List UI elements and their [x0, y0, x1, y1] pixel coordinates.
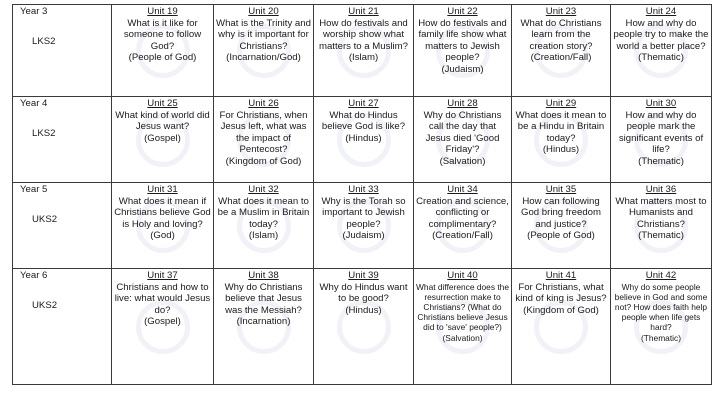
- unit-cell: [314, 269, 414, 385]
- unit-theme: (Hindus): [542, 144, 580, 156]
- unit-question: How do festivals and worship show what matters to a Muslim?: [318, 17, 409, 52]
- unit-question: Why do Christians believe that Jesus was the Messiah?: [224, 281, 303, 316]
- unit-cell: [611, 5, 712, 97]
- table-row: [13, 183, 712, 269]
- unit-title: Unit 28: [447, 98, 478, 109]
- table-row: [13, 269, 712, 385]
- unit-question: Why is the Torah so important to Jewish people?: [321, 195, 406, 230]
- unit-title: Unit 21: [348, 6, 379, 17]
- unit-title: Unit 19: [147, 6, 178, 17]
- unit-cell: [512, 5, 611, 97]
- unit-theme: (Judaism): [441, 63, 484, 75]
- unit-cell: [214, 97, 314, 183]
- unit-question: For Christians, when Jesus left, what was the impact of Pentecost?: [219, 109, 308, 156]
- unit-question: What is it like for someone to follow God?: [123, 17, 202, 52]
- year-cell: [13, 97, 112, 183]
- unit-question: Why do some people believe in God and some not? How does faith help people when life gets hard?: [614, 281, 708, 333]
- unit-theme: (Hindus): [345, 304, 382, 316]
- unit-cell: [512, 183, 611, 269]
- unit-question: Creation and science, conflicting or complimentary?: [416, 195, 509, 230]
- unit-cell: [414, 269, 512, 385]
- unit-title: Unit 30: [645, 98, 677, 109]
- unit-question: Why do Hindus want to be good?: [319, 281, 408, 305]
- year-label: Year 4: [20, 98, 48, 109]
- unit-cell: [112, 269, 214, 385]
- unit-cell: [314, 5, 414, 97]
- unit-theme: (Thematic): [638, 230, 684, 242]
- unit-theme: (Salvation): [442, 332, 483, 343]
- unit-cell: [314, 97, 414, 183]
- unit-cell: [512, 97, 611, 183]
- unit-theme: (Hindus): [345, 132, 382, 144]
- unit-cell: [214, 5, 314, 97]
- unit-cell: [112, 97, 214, 183]
- unit-theme: (God): [150, 230, 175, 242]
- unit-title: Unit 40: [447, 270, 478, 281]
- table-row: [13, 5, 712, 97]
- unit-cell: [112, 183, 214, 269]
- year-label: Year 3: [20, 6, 48, 17]
- unit-cell: [611, 97, 712, 183]
- unit-question: Christians and how to live: what would Jesus do?: [114, 281, 211, 316]
- unit-title: Unit 36: [645, 184, 677, 195]
- unit-cell: [611, 183, 712, 269]
- unit-question: What difference does the resurrection make to Christians? (What do Christians believe Jesus did to 'save' people?): [416, 281, 509, 333]
- unit-title: Unit 24: [645, 6, 677, 17]
- unit-title: Unit 29: [545, 98, 577, 109]
- unit-theme: (Islam): [348, 52, 379, 64]
- unit-title: Unit 27: [348, 98, 379, 109]
- unit-question: What does it mean if Christians believe God is Holy and loving?: [114, 195, 211, 230]
- unit-theme: (Creation/Fall): [432, 230, 493, 242]
- unit-title: Unit 26: [248, 98, 279, 109]
- unit-cell: [214, 183, 314, 269]
- unit-cell: [414, 183, 512, 269]
- unit-theme: (Gospel): [144, 132, 181, 144]
- unit-question: What does it mean to be a Muslim in Britain today?: [217, 195, 310, 230]
- unit-theme: (Creation/Fall): [530, 52, 592, 64]
- key-stage-label: LKS2: [32, 127, 56, 139]
- unit-theme: (Incarnation/God): [226, 52, 301, 64]
- unit-theme: (Salvation): [439, 155, 486, 167]
- curriculum-table: [12, 4, 712, 385]
- year-cell: [13, 183, 112, 269]
- unit-cell: [314, 183, 414, 269]
- unit-cell: [414, 5, 512, 97]
- unit-question: What kind of world did Jesus want?: [115, 109, 210, 133]
- unit-question: How and why do people mark the significant events of life?: [618, 109, 704, 156]
- year-cell: [13, 269, 112, 385]
- key-stage-label: LKS2: [32, 35, 56, 47]
- unit-title: Unit 39: [348, 270, 379, 281]
- unit-question: How and why do people try to make the world a better place?: [613, 17, 709, 52]
- unit-theme: (Thematic): [638, 52, 684, 64]
- unit-title: Unit 20: [248, 6, 279, 17]
- unit-theme: (Judaism): [342, 230, 385, 242]
- unit-title: Unit 35: [545, 184, 577, 195]
- unit-cell: [112, 5, 214, 97]
- unit-title: Unit 22: [447, 6, 478, 17]
- unit-title: Unit 23: [545, 6, 577, 17]
- unit-question: What do Christians learn from the creation story?: [520, 17, 602, 52]
- unit-question: What do Hindus believe God is like?: [321, 109, 406, 133]
- unit-title: Unit 38: [248, 270, 279, 281]
- unit-theme: (Thematic): [638, 155, 684, 167]
- unit-cell: [414, 97, 512, 183]
- unit-question: How can following God bring freedom and justice?: [521, 195, 601, 230]
- unit-title: Unit 32: [248, 184, 279, 195]
- unit-theme: (Kingdom of God): [523, 304, 599, 316]
- unit-question: What does it mean to be a Hindu in Britain today?: [515, 109, 607, 144]
- unit-cell: [214, 269, 314, 385]
- unit-title: Unit 25: [147, 98, 178, 109]
- key-stage-label: UKS2: [32, 299, 58, 311]
- unit-question: How do festivals and family life show what matters to Jewish people?: [418, 17, 507, 64]
- unit-title: Unit 34: [447, 184, 478, 195]
- unit-theme: (Incarnation): [236, 316, 291, 328]
- year-label: Year 6: [20, 270, 48, 281]
- unit-theme: (Thematic): [640, 332, 682, 343]
- unit-question: Why do Christians call the day that Jesus died 'Good Friday'?: [423, 109, 502, 156]
- unit-cell: [512, 269, 611, 385]
- year-cell: [13, 5, 112, 97]
- unit-question: What is the Trinity and why is it important for Christians?: [216, 17, 311, 52]
- unit-title: Unit 31: [147, 184, 178, 195]
- unit-theme: (People of God): [128, 52, 197, 64]
- unit-title: Unit 42: [645, 270, 677, 281]
- unit-title: Unit 41: [545, 270, 577, 281]
- unit-title: Unit 37: [147, 270, 178, 281]
- unit-cell: [611, 269, 712, 385]
- year-label: Year 5: [20, 184, 48, 195]
- unit-title: Unit 33: [348, 184, 379, 195]
- unit-question: For Christians, what kind of king is Jesus?: [515, 281, 607, 305]
- table-row: [13, 97, 712, 183]
- unit-theme: (Islam): [248, 230, 279, 242]
- key-stage-label: UKS2: [32, 213, 58, 225]
- unit-theme: (Kingdom of God): [225, 155, 302, 167]
- unit-theme: (People of God): [527, 230, 595, 242]
- unit-question: What matters most to Humanists and Christians?: [615, 195, 707, 230]
- unit-theme: (Gospel): [144, 316, 181, 328]
